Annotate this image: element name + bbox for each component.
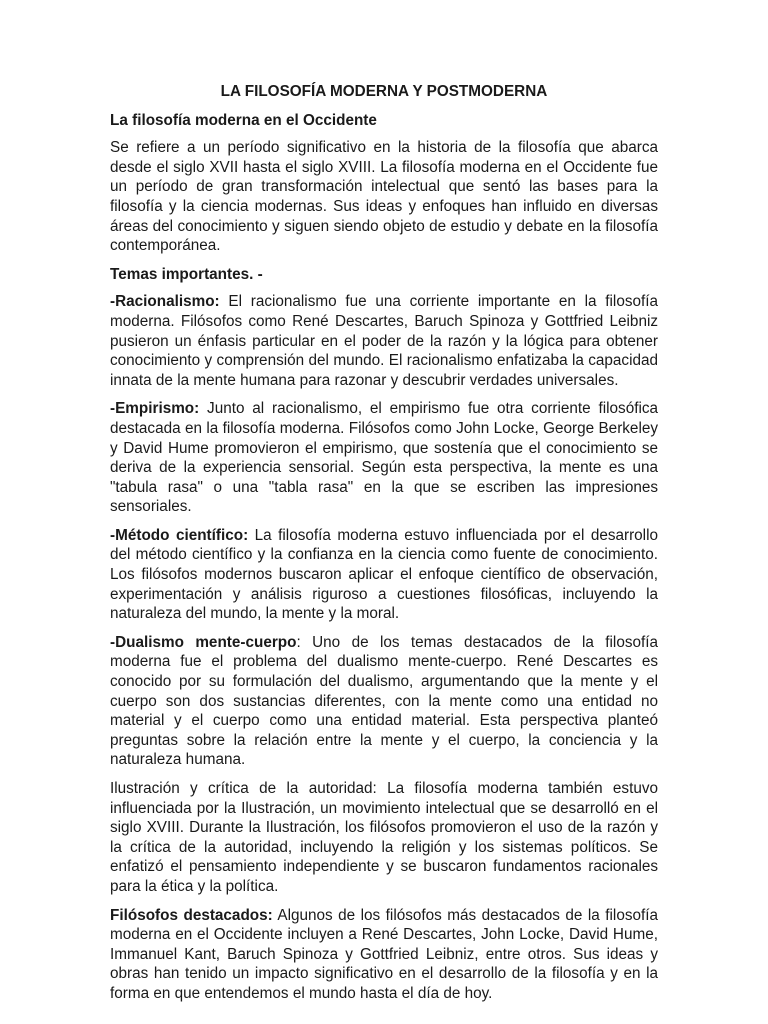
paragraph-text: : Uno de los temas destacados de la filosofía moderna fue el problema del dualismo mente-cuerpo. René Descartes es conocido por su formulación del dualismo, argumentando que la mente y el cuerpo son dos sustancias diferentes, con la mente como una entidad no material y el cuerpo como una entidad material. Esta perspectiva planteó preguntas sobre la relación entre la mente y el cuerpo, la conciencia y la naturaleza humana.: [110, 633, 658, 769]
paragraph-racionalismo: [110, 292, 658, 390]
paragraph-text: Ilustración y crítica de la autoridad: La filosofía moderna también estuvo influenciada por la Ilustración, un movimiento intelectual que se desarrolló en el siglo XVIII. Durante la Ilustración, los filósofos promovieron el uso de la razón y la crítica de la autoridad, incluyendo la religión y los sistemas políticos. Se enfatizó el pensamiento independiente y se buscaron fundamentos racionales para la ética y la política.: [110, 780, 658, 895]
topics-heading: Temas importantes. -: [110, 265, 263, 283]
paragraph-empirismo: [110, 399, 658, 517]
paragraph-dualismo: [110, 633, 658, 770]
paragraph-lead: -Racionalismo:: [110, 293, 220, 311]
paragraph-metodo-cientifico: [110, 526, 658, 624]
paragraph-lead: -Método científico:: [110, 526, 249, 544]
paragraph-text: El racionalismo fue una corriente importante en la filosofía moderna. Filósofos como René Descartes, Baruch Spinoza y Gottfried Leibniz pusieron un énfasis particular en el poder de la razón y la lógica para obtener conocimiento y comprensión del mundo. El racionalismo enfatizaba la capacidad innata de la mente humana para razonar y descubrir verdades universales.: [110, 293, 658, 389]
paragraph-lead: Filósofos destacados:: [110, 906, 273, 924]
document-title: LA FILOSOFÍA MODERNA Y POSTMODERNA: [220, 83, 548, 100]
paragraph-lead: -Dualismo mente-cuerpo: [110, 633, 297, 651]
paragraph-text: Algunos de los filósofos más destacados de la filosofía moderna en el Occidente incluyen a René Descartes, John Locke, David Hume, Immanuel Kant, Baruch Spinoza y Gottfried Leibniz, entre otros. Sus ideas y obras han tenido un impacto significativo en el desarrollo de la filosofía y en la forma en que entendemos el mundo hasta el día de hoy.: [110, 906, 658, 1002]
paragraph-text: La filosofía moderna estuvo influenciada por el desarrollo del método científico y la confianza en la ciencia como fuente de conocimiento. Los filósofos modernos buscaron aplicar el enfoque científico de observación, experimentación y análisis riguroso a cuestiones filosóficas, incluyendo la naturaleza del mundo, la mente y la moral.: [110, 526, 658, 623]
paragraph-filosofos-destacados: [110, 906, 658, 1004]
paragraph-lead: -Empirismo:: [110, 400, 200, 418]
section-heading: La filosofía moderna en el Occidente: [110, 111, 377, 129]
paragraph-text: Junto al racionalismo, el empirismo fue otra corriente filosófica destacada en la filosofía moderna. Filósofos como John Locke, George Berkeley y David Hume promovieron el empirismo, que sostenía que el conocimiento se deriva de la experiencia sensorial. Según esta perspectiva, la mente es una "tabula rasa" o una "tabla rasa" en la que se escriben las impresiones sensoriales.: [110, 400, 658, 516]
paragraph-ilustracion: [110, 779, 658, 897]
intro-paragraph: Se refiere a un período significativo en la historia de la filosofía que abarca desde el siglo XVII hasta el siglo XVIII. La filosofía moderna en el Occidente fue un período de gran transformación intelectual que sentó las bases para la filosofía y la ciencia modernas. Sus ideas y enfoques han influido en diversas áreas del conocimiento y siguen siendo objeto de estudio y debate en la filosofía contemporánea.: [110, 139, 658, 255]
